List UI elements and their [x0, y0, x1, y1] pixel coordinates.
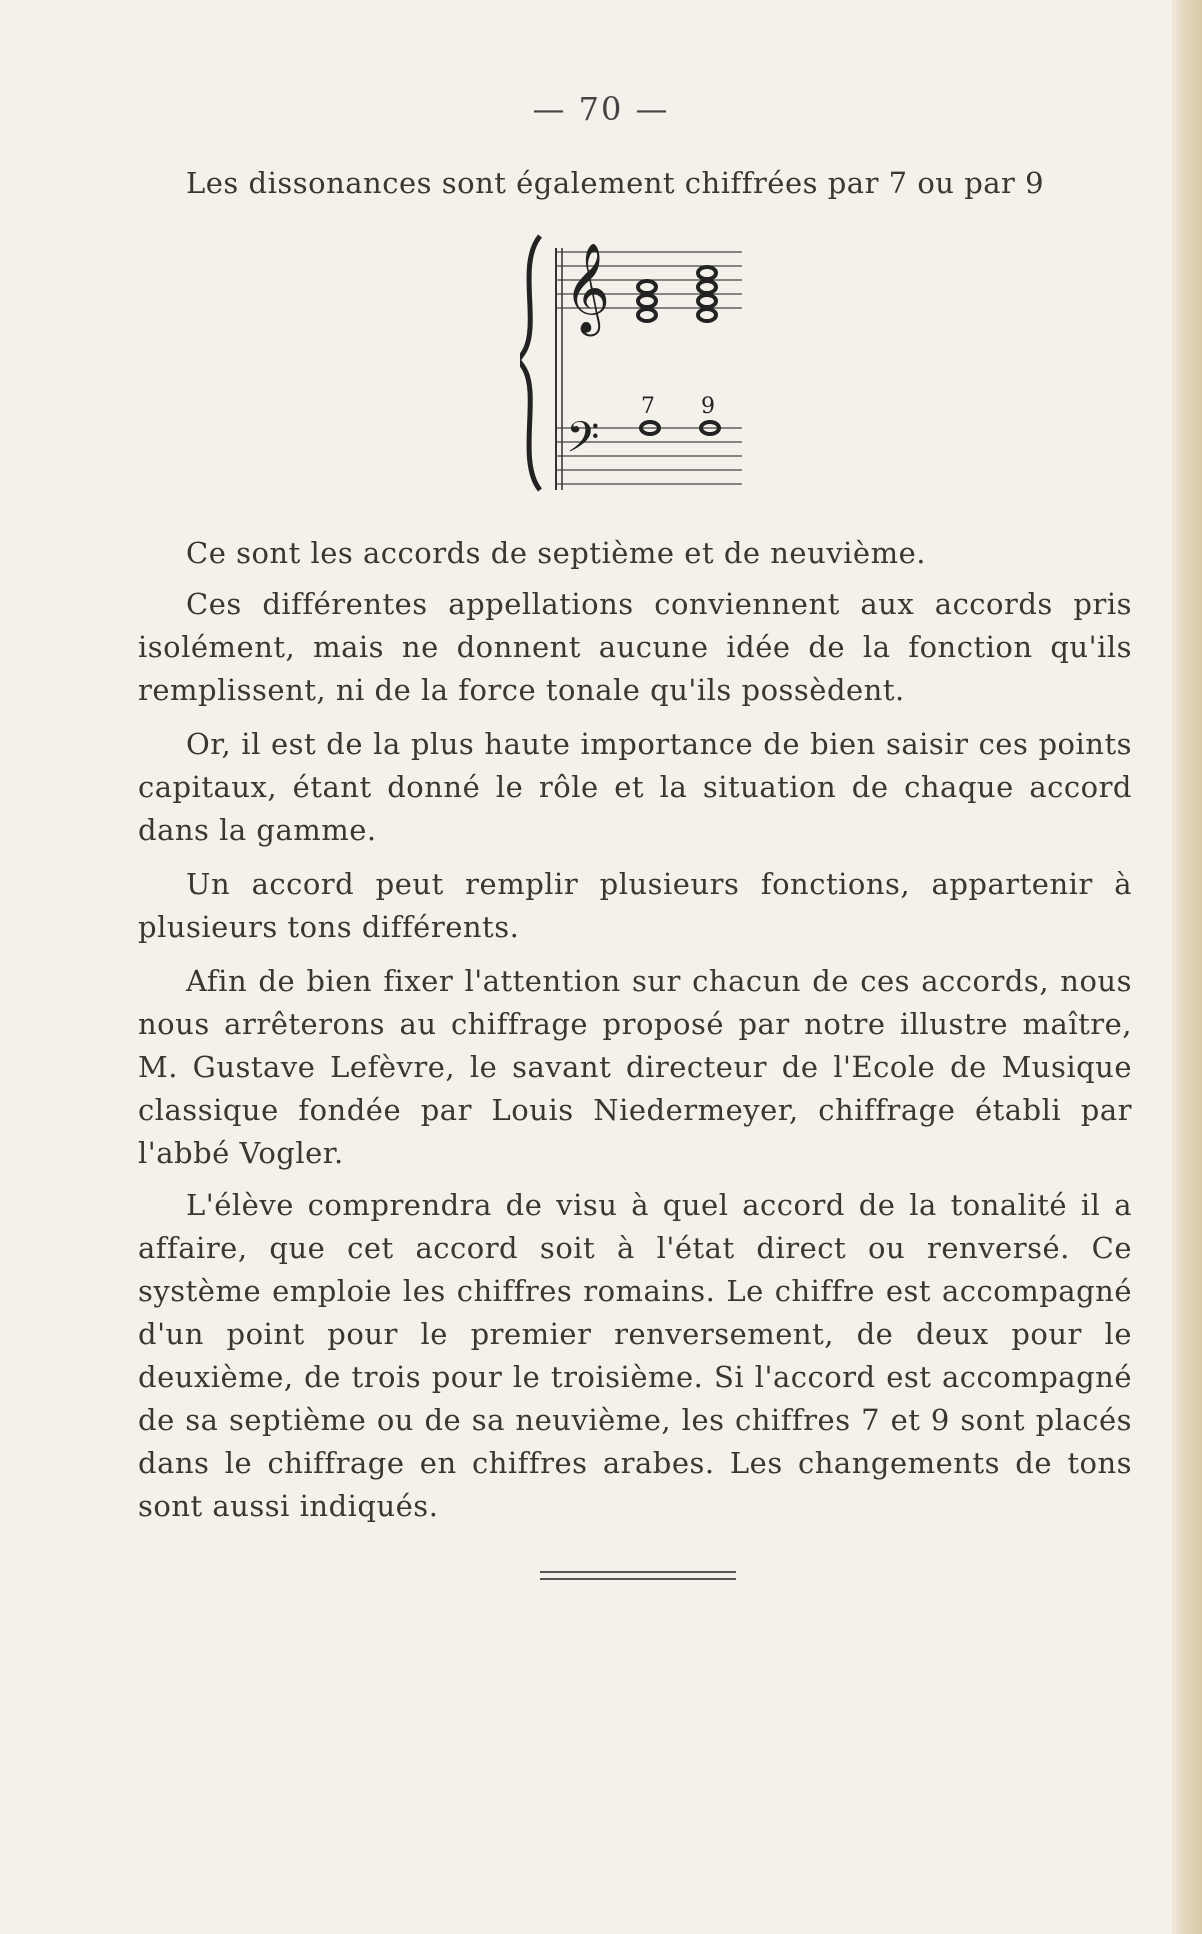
figure-seven: 7	[641, 394, 655, 419]
closing-rule-top	[540, 1571, 736, 1573]
closing-rule-bottom	[540, 1578, 736, 1580]
bass-clef-icon: 𝄢	[566, 413, 600, 473]
page-number: — 70 —	[532, 90, 670, 128]
paragraph-4: Un accord peut remplir plusieurs fonctions, appartenir à plusieurs tons différents.	[138, 867, 1132, 944]
paragraph-3: Or, il est de la plus haute importance de bien saisir ces points capitaux, étant donné le rôle et la situation de chaque accord dans la gamme.	[138, 727, 1132, 847]
paragraph-5: Afin de bien fixer l'attention sur chacun de ces accords, nous nous arrêterons au chiffrage proposé par notre illustre maître, M. Gustave Lefèvre, le savant directeur de l'Ecole de Musique classique fondée par Louis Niedermeyer, chiffrage établi par l'abbé Vogler.	[138, 964, 1132, 1170]
treble-clef-icon: 𝄞	[564, 243, 611, 333]
music-example	[520, 228, 760, 498]
treble-chord-1	[638, 281, 656, 321]
page-edge-shadow	[1172, 0, 1202, 1934]
staff-brace	[520, 236, 540, 490]
paragraph-2: Ces différentes appellations conviennent aux accords pris isolément, mais ne donnent aucune idée de la fonction qu'ils remplissent, ni de la force tonale qu'ils possèdent.	[138, 587, 1132, 707]
intro-line: Les dissonances sont également chiffrées par 7 ou par 9	[186, 166, 1045, 200]
paragraph-6: L'élève comprendra de visu à quel accord de la tonalité il a affaire, que cet accord soit à l'état direct ou renversé. Ce système emploie les chiffres romains. Le chiffre est accompagné d'un point pour le premier renversement, de deux pour le deuxième, de trois pour le troisième. Si l'accord est accompagné de sa septième ou de sa neuvième, les chiffres 7 et 9 sont placés dans le chiffrage en chiffres arabes. Les changements de tons sont aussi indiqués.	[138, 1188, 1132, 1523]
paragraph-1: Ce sont les accords de septième et de neuvième.	[186, 536, 926, 570]
figure-nine: 9	[701, 394, 715, 419]
